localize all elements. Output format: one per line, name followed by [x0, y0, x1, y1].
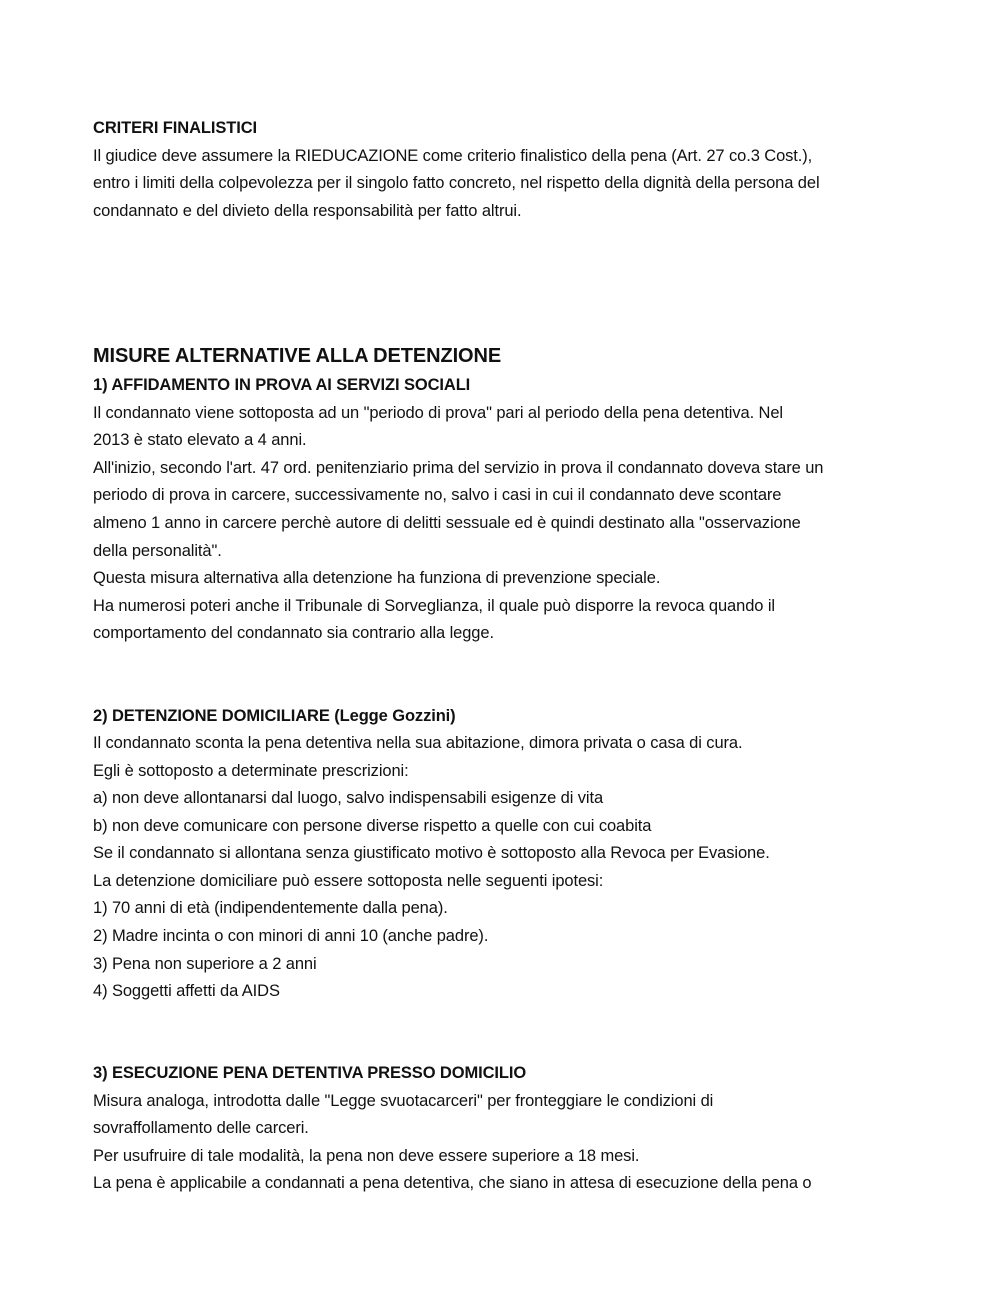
- paragraph-line: Per usufruire di tale modalità, la pena non deve essere superiore a 18 mesi.: [93, 1147, 640, 1165]
- paragraph-line: Il giudice deve assumere la RIEDUCAZIONE come criterio finalistico della pena (Art. 27 co.3 Cost.),: [93, 147, 813, 165]
- paragraph-line: Egli è sottoposto a determinate prescrizioni:: [93, 762, 409, 780]
- list-item: 2) Madre incinta o con minori di anni 10 (anche padre).: [93, 927, 489, 945]
- paragraph-line: periodo di prova in carcere, successivamente no, salvo i casi in cui il condannato deve scontare: [93, 486, 782, 504]
- list-item: 3) Pena non superiore a 2 anni: [93, 955, 317, 973]
- paragraph-line: almeno 1 anno in carcere perchè autore di delitti sessuale ed è quindi destinato alla "osservazione: [93, 514, 801, 532]
- paragraph-line: 2013 è stato elevato a 4 anni.: [93, 431, 307, 449]
- paragraph-line: condannato e del divieto della responsabilità per fatto altrui.: [93, 202, 522, 220]
- paragraph-line: sovraffollamento delle carceri.: [93, 1119, 309, 1137]
- paragraph-line: Il condannato viene sottoposta ad un "periodo di prova" pari al periodo della pena detentiva. Nel: [93, 404, 783, 422]
- paragraph-line: Se il condannato si allontana senza giustificato motivo è sottoposto alla Revoca per Evasione.: [93, 844, 770, 862]
- list-item: a) non deve allontanarsi dal luogo, salvo indispensabili esigenze di vita: [93, 789, 604, 807]
- paragraph-line: Questa misura alternativa alla detenzione ha funziona di prevenzione speciale.: [93, 569, 661, 587]
- subsection-heading-esecuzione: 3) ESECUZIONE PENA DETENTIVA PRESSO DOMICILIO: [93, 1064, 527, 1082]
- paragraph-line: della personalità".: [93, 542, 222, 560]
- paragraph-line: La detenzione domiciliare può essere sottoposta nelle seguenti ipotesi:: [93, 872, 604, 890]
- paragraph-line: entro i limiti della colpevolezza per il singolo fatto concreto, nel rispetto della dignità della persona del: [93, 174, 820, 192]
- list-item: 1) 70 anni di età (indipendentemente dalla pena).: [93, 899, 448, 917]
- paragraph-line: Ha numerosi poteri anche il Tribunale di Sorveglianza, il quale può disporre la revoca quando il: [93, 597, 775, 615]
- section-title-misure: MISURE ALTERNATIVE ALLA DETENZIONE: [93, 345, 502, 367]
- subsection-heading-affidamento: 1) AFFIDAMENTO IN PROVA AI SERVIZI SOCIALI: [93, 376, 471, 394]
- paragraph-line: All'inizio, secondo l'art. 47 ord. penitenziario prima del servizio in prova il condannato doveva stare un: [93, 459, 824, 477]
- paragraph-line: Il condannato sconta la pena detentiva nella sua abitazione, dimora privata o casa di cura.: [93, 734, 743, 752]
- paragraph-line: La pena è applicabile a condannati a pena detentiva, che siano in attesa di esecuzione della pena o: [93, 1174, 812, 1192]
- list-item: 4) Soggetti affetti da AIDS: [93, 982, 280, 1000]
- paragraph-line: comportamento del condannato sia contrario alla legge.: [93, 624, 494, 642]
- section-heading-criteri: CRITERI FINALISTICI: [93, 119, 258, 137]
- list-item: b) non deve comunicare con persone diverse rispetto a quelle con cui coabita: [93, 817, 652, 835]
- paragraph-line: Misura analoga, introdotta dalle "Legge svuotacarceri" per fronteggiare le condizioni di: [93, 1092, 714, 1110]
- subsection-heading-detenzione: 2) DETENZIONE DOMICILIARE (Legge Gozzini): [93, 707, 456, 725]
